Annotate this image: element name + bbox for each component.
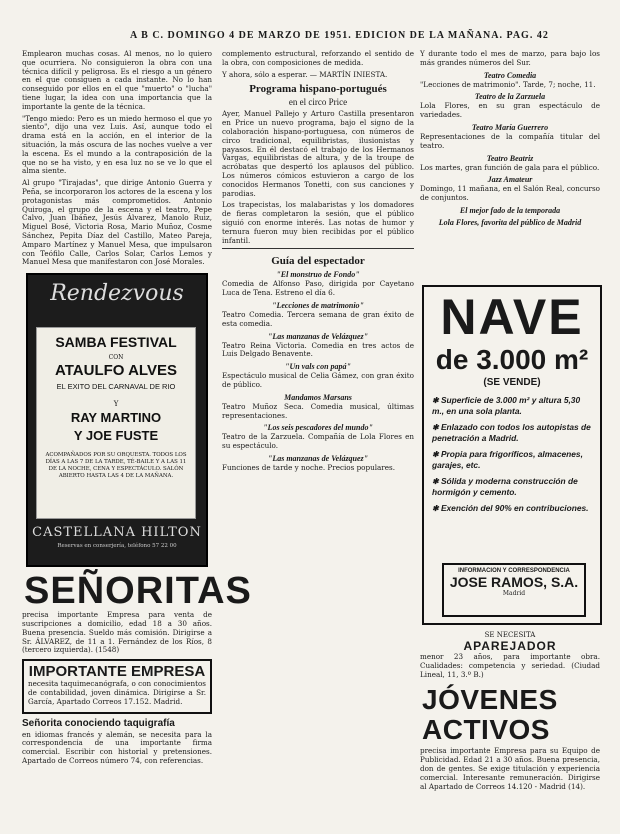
theatre-body: Funciones de tarde y noche. Precios populares. [222, 462, 395, 472]
column-left [22, 49, 252, 830]
listing-item [420, 123, 600, 151]
theatre-body: Comedia de Alfonso Paso, dirigida por Cayetano Luca de Tena. Estreno el día 6. [222, 279, 414, 298]
article-paragraph: Al grupo "Tirajadas", que dirige Antonio Guerra y Peña, se incorporaron los actores de la escena y los protagonistas más comprometidos. Antonio Quiroga, el grupo de la escena y el teatro, Pepe Calvo, Juan Ibáñez, Jesús Álvarez, Manolo Ruiz, Miguel Bosé, Victoria Rosa, Mario Muñoz, Cosme Sánchez, Pepita Díaz del Castillo, Mateo Pareja, Amparo Martínez y Manuel Mesa, que impulsaron con Teófilo Calle, Carlos Solar, Carlos Lemos y Manuel Mesa que manifestaron con José Morales. [22, 178, 212, 267]
nave-title: NAVE [440, 288, 584, 345]
theatre-body: Teatro Comedia. Tercera semana de gran éxito de esta comedia. [222, 309, 414, 328]
theatre-title: "El monstruo de Fondo" [276, 270, 360, 280]
divider [222, 248, 414, 249]
importante-empresa-title: IMPORTANTE EMPRESA [28, 663, 206, 681]
programa-body: Ayer, Manuel Pallejo y Arturo Castilla presentaron en Price un nuevo programa, bajo el signo de la colaboración hispano-portuguesa, con números de circo tradicional, equilibristas, ilusionistas y payasos. En él destacó el trabajo de los Hermanos Vargas, equilibristas de altura, y de la troupe de acróbatas que despertó los aplausos del público. Los números cómicos estuvieron a cargo de los conocidos Hermanos Tonetti, con sus canciones y parodias. [222, 109, 414, 198]
listings [420, 71, 600, 203]
nave-contact-label: INFORMACION Y CORRESPONDENCIA [458, 567, 570, 574]
star-icon: ✱ [432, 503, 441, 513]
article-signature: Y ahora, sólo a esperar. — MARTÍN INIESTA. [222, 69, 388, 79]
venue-address: Reservas en conserjería, teléfono 57 22 00 [57, 543, 177, 550]
theatre-item [222, 423, 414, 451]
nave-vende: (SE VENDE) [483, 376, 541, 388]
star-icon: ✱ [432, 476, 441, 486]
ataulfo-alves-label: ATAULFO ALVES [55, 362, 177, 380]
listing-body: Domingo, 11 mañana, en el Salón Real, concurso de conjuntos. [420, 184, 600, 203]
aparejador-title: APAREJADOR [463, 638, 557, 653]
theatre-body: Teatro Muñoz Seca. Comedia musical, últimas representaciones. [222, 401, 414, 420]
listing-item [420, 71, 600, 90]
article-intro: Emplearon muchas cosas. Al menos, no lo quiero que ocurriera. No consiguieron la obra con una técnica difícil y peligrosa. Es el riesgo a un género en el que consiguen a cada instante. No lo han conseguido por ellos en el que "muerto" o "lucha" tiene lugar, la idea con una importancia que la importante la gente de la técnica. [22, 49, 212, 111]
theatre-title: "Un vals con papá" [285, 362, 351, 372]
theatre-title: "Los seis pescadores del mundo" [263, 423, 373, 433]
carnaval-label: EL EXITO DEL CARNAVAL DE RIO [56, 382, 176, 392]
listing-body: Los martes, gran función de gala para el público. [420, 162, 600, 172]
page-header: A B C. DOMINGO 4 DE MARZO DE 1951. EDICION DE LA MAÑANA. PAG. 42 [130, 30, 549, 41]
aparejador-body: menor 23 años, para importante obra. Cualidades: competencia y seriedad. (Ciudad Lineal, 11, 3.º B.) [420, 651, 600, 679]
star-icon: ✱ [432, 395, 441, 405]
listing-item [420, 175, 600, 203]
jovenes-activos-headline: JÓVENES ACTIVOS [422, 684, 558, 746]
senoritas-headline: SEÑORITAS [24, 570, 252, 613]
theatre-body: Teatro de la Zarzuela. Compañía de Lola Flores en su espectáculo. [222, 432, 414, 451]
listing-title: Teatro Comedia [483, 70, 537, 80]
theatre-item [222, 393, 414, 421]
star-icon: ✱ [432, 449, 441, 459]
theatre-body: Teatro Reina Victoria. Comedia en tres actos de Luis Delgado Benavente. [222, 340, 414, 359]
joe-fuste-label: Y JOE FUSTE [73, 428, 159, 444]
nave-feature: ✱ Enlazado con todos los autopistas de penetración a Madrid. [432, 421, 591, 443]
theatre-body: Espectáculo musical de Celia Gámez, con gran éxito de público. [222, 371, 414, 389]
programa-body-2: Los trapecistas, los malabaristas y los domadores de fieras completaron la sesión, que el público siguió con enorme interés. Las notas de humor y ternura fueron muy bien recibidas por el público infantil. [222, 200, 414, 245]
nave-contact-box [442, 563, 586, 617]
senorita-taquigrafia-title: Señorita conociendo taquigrafía [22, 717, 175, 729]
theatre-title: Mandamos Marsans [284, 392, 352, 402]
aparejador-pre: SE NECESITA [484, 630, 536, 639]
listing-item [420, 92, 600, 120]
ray-martino-label: RAY MARTINO [70, 410, 162, 426]
listing-title: Teatro María Guerrero [471, 122, 549, 132]
listing-body: Lola Flores, en su gran espectáculo de variedades. [420, 101, 600, 120]
article-continuation: complemento estructural, reforzando el sentido de la obra, con composiciones de medida. [222, 49, 414, 67]
rendezvous-ad [26, 273, 208, 567]
listing-body: Representaciones de la compañía titular del teatro. [420, 131, 600, 150]
guia-headline: Guía del espectador [271, 255, 365, 268]
nave-city: Madrid [502, 589, 526, 597]
listing-body: "Lecciones de matrimonio". Tarde, 7; noche, 11. [420, 79, 596, 89]
nave-feature: ✱ Exención del 90% en contribuciones. [432, 502, 589, 513]
theatre-item [222, 270, 414, 298]
nave-ad [422, 285, 602, 625]
senorita-taquigrafia-body: en idiomas francés y alemán, se necesita para la correspondencia de una importante firma comercial. Escribir con historial y pretensiones. Apartado de Correos número 74, con referencias. [22, 729, 212, 765]
listing-title: Teatro Beatriz [486, 153, 534, 163]
theatre-title: "Lecciones de matrimonio" [272, 300, 364, 310]
theatre-item [222, 362, 414, 390]
concierto-headline: El mejor fado de la temporada [459, 205, 561, 215]
nave-feature: ✱ Propia para frigoríficos, almacenes, garajes, etc. [432, 448, 583, 470]
column-right [420, 50, 600, 830]
programa-subhead: en el circo Price [288, 97, 348, 108]
con-label: CON [108, 354, 124, 362]
listing-item [420, 154, 600, 173]
importante-empresa-ad [22, 659, 212, 713]
theatre-item [222, 332, 414, 360]
samba-festival-label: SAMBA FESTIVAL [55, 334, 177, 351]
listing-intro: Y durante todo el mes de marzo, para bajo los más grandes números del Sur. [420, 49, 600, 67]
theatre-title: "Las manzanas de Velázquez" [267, 453, 369, 463]
theatre-list [222, 270, 414, 472]
nave-feature: ✱ Superficie de 3.000 m² y altura 5,30 m., en una sola planta. [432, 394, 581, 416]
rendezvous-title: Rendezvous [50, 281, 184, 307]
rendezvous-program [36, 327, 196, 519]
senoritas-body: precisa importante Empresa para venta de suscripciones a domicilio, edad 18 a 30 años. Buena presencia. Sueldo más comisión. Dirigirse a Sr. ÁLVAREZ, de 11 a 1. Fernández de los Ríos, 8 (tercero izquierda). (1548) [22, 610, 212, 655]
rendezvous-details: ACOMPAÑADOS POR SU ORQUESTA. TODOS LOS DÍAS A LAS 7 DE LA TARDE, TÉ-BAILE Y A LAS 11 DE LA NOCHE, CENA Y ESPECTÁCULO. SALÓN ABIERTO HASTA LAS 4 DE LA MAÑANA. [45, 452, 187, 480]
theatre-item [222, 301, 414, 329]
programa-headline: Programa hispano-portugués [249, 83, 387, 96]
lola-headline: Lola Flores, favorita del público de Madrid [438, 217, 582, 227]
column-center [222, 50, 414, 830]
star-icon: ✱ [432, 422, 441, 432]
nave-size: de 3.000 m² [435, 343, 589, 375]
jovenes-activos-body: precisa importante Empresa para su Equipo de Publicidad. Edad 21 a 30 años. Buena presencia, don de gentes. Se exige titulación y experiencia comercial. Interesante remuneración. Dirigirse al Apartado de Correos 14.120 - Madrid (14). [420, 746, 600, 791]
nave-feature: ✱ Sólida y moderna construcción de hormigón y cemento. [432, 475, 578, 497]
nave-company: JOSE RAMOS, S.A. [449, 573, 579, 590]
venue-name: CASTELLANA HILTON [32, 525, 202, 541]
y-label: Y [113, 400, 119, 409]
importante-empresa-body: necesita taquimecanógrafa, o con conocimientos de contabilidad, joven dinámica. Dirigirse a Sr. García, Apartado Correos 17.152. Madrid. [28, 679, 206, 706]
theatre-title: "Las manzanas de Velázquez" [267, 331, 369, 341]
listing-title: Jazz Amateur [487, 175, 533, 185]
nave-features [432, 395, 594, 520]
listing-title: Teatro de la Zarzuela [474, 92, 546, 102]
article-paragraph: "Tengo miedo: Pero es un miedo hermoso el que yo siento", dijo una vez Luis. Así, aunque todo el drama está en la acción, en el interior de la situación, la más oscura de las noches vuelve a ver la escena. Es el mundo a la contraposición de la que no se ha visto, y en esa luz no se ve lo que el alma siente. [22, 113, 212, 176]
theatre-item [222, 454, 414, 473]
